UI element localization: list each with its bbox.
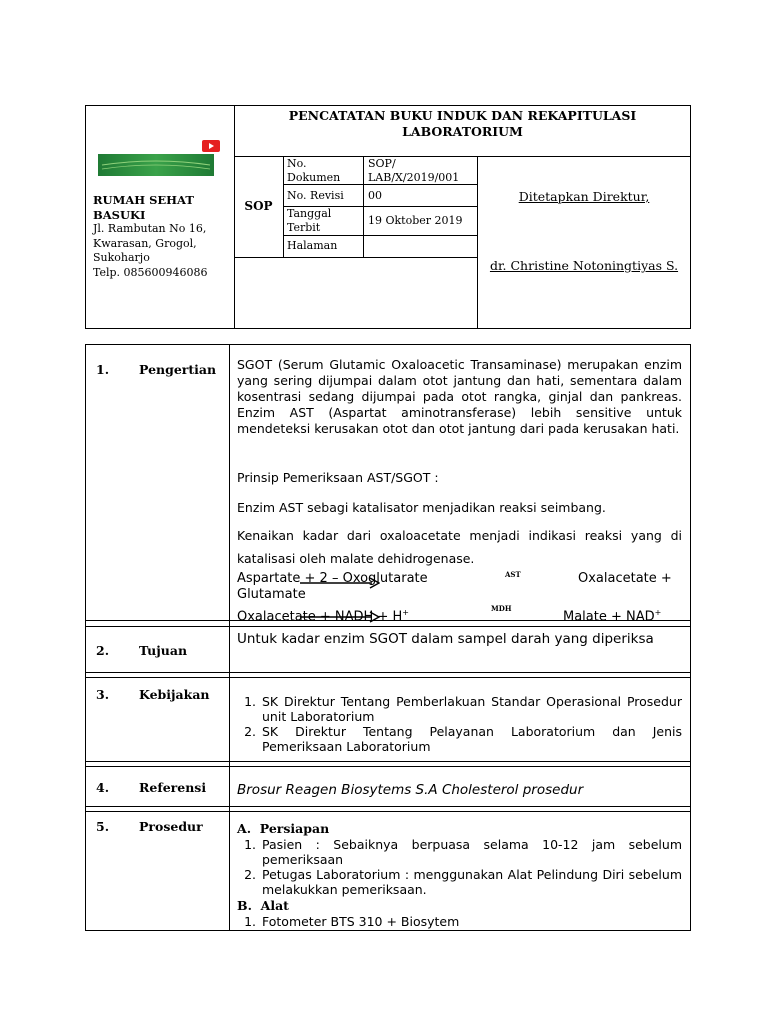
reaction-2-enzyme: MDH [491, 604, 512, 613]
hospital-logo [98, 140, 222, 178]
doc-label-halaman: Halaman [287, 239, 338, 252]
reaction-2-left-text: Oxalacetate + NADH + H [237, 609, 403, 625]
reaction-1-continued: Glutamate [237, 587, 306, 602]
principle-text: Kenaikan kadar dari oxaloacetate menjadi indikasi reaksi yang di katalisasi oleh malate dehidrogenase. [237, 528, 682, 566]
address-line: Telp. 085600946086 [93, 265, 208, 279]
reaction-1-enzyme: AST [505, 570, 521, 579]
section-number: 4. [96, 780, 110, 795]
reaction-1-right: Oxalacetate + [578, 571, 672, 586]
sop-label: SOP [244, 199, 273, 213]
doc-label-no-dokumen: No. Dokumen [287, 157, 341, 184]
doc-label-tanggal-terbit: Tanggal Terbit [287, 207, 332, 234]
org-address [93, 222, 233, 280]
subsection-a-title: Persiapan [259, 821, 330, 836]
doc-value-no-dokumen: SOP/ LAB/X/2019/001 [368, 157, 460, 184]
doc-value-no-revisi: 00 [368, 189, 382, 202]
reaction-2-right [563, 605, 661, 625]
principle-text: Enzim AST sebagi katalisator menjadikan reaksi seimbang. [237, 500, 606, 515]
document-title: PENCATATAN BUKU INDUK DAN REKAPITULASI LABORATORIUM [288, 108, 637, 139]
org-name: RUMAH SEHAT BASUKI [93, 193, 194, 222]
definition-paragraph: SGOT (Serum Glutamic Oxaloacetic Transaminase) merupakan enzim yang sering dijumpai dalam otot jantung dan hati, sementara dalam kosentrasi sedang dijumpai pada otot rangka, ginjal dan pankreas. Enzim AST (Aspartat aminotransferase) lebih sensitive untuk mendeteksi kerusakan otot dan otot jantung dari pada kerusakan hati. [237, 357, 682, 436]
address-line: Jl. Rambutan No 16, [93, 222, 207, 235]
reaction-2-arrow [300, 610, 380, 622]
address-line: Sukoharjo [93, 251, 150, 264]
doc-label-no-revisi: No. Revisi [287, 189, 344, 202]
list-item: 2. Petugas Laboratorium : menggunakan Alat Pelindung Diri sebelum melakukkan pemeriksaan. [260, 867, 682, 897]
section-label-kebijakan: Kebijakan [139, 687, 210, 702]
superscript: + [402, 608, 409, 617]
subsection-b-title: Alat [260, 898, 289, 913]
doc-value-tanggal-terbit: 19 Oktober 2019 [368, 214, 463, 227]
director-name: dr. Christine Notoningtiyas S. [489, 258, 679, 273]
policy-list [232, 694, 682, 754]
list-item: 1. Fotometer BTS 310 + Biosytem [260, 914, 682, 929]
section-number: 3. [96, 687, 110, 702]
equipment-list [232, 914, 682, 929]
superscript: + [654, 608, 662, 617]
list-item: 1. Pasien : Sebaiknya berpuasa selama 10-12 jam sebelum pemeriksaan [260, 837, 682, 867]
purpose-text: Untuk kadar enzim SGOT dalam sampel darah yang diperiksa [237, 631, 654, 647]
section-label-tujuan: Tujuan [139, 643, 188, 658]
reference-text: Brosur Reagen Biosytems S.A Cholesterol prosedur [237, 782, 584, 798]
section-label-prosedur: Prosedur [139, 819, 203, 834]
subsection-a-heading [237, 821, 329, 836]
subsection-b-mark: B. [237, 898, 252, 913]
subsection-a-mark: A. [237, 821, 252, 836]
list-item: 1. SK Direktur Tentang Pemberlakuan Standar Operasional Prosedur unit Laboratorium [260, 694, 682, 724]
reaction-1-left: Aspartate + 2 – Oxoglutarate [237, 571, 428, 586]
section-label-pengertian: Pengertian [139, 362, 217, 377]
preparation-list [232, 837, 682, 897]
reaction-2-right-text: Malate + NAD [563, 609, 655, 625]
list-item: 2. SK Direktur Tentang Pelayanan Laboratorium dan Jenis Pemeriksaan Laboratorium [260, 724, 682, 754]
approved-by: Ditetapkan Direktur, [518, 189, 650, 204]
principle-heading: Prinsip Pemeriksaan AST/SGOT : [237, 470, 439, 485]
section-label-referensi: Referensi [139, 780, 207, 795]
section-number: 1. [96, 362, 110, 377]
subsection-b-heading [237, 898, 289, 913]
section-number: 2. [96, 643, 110, 658]
address-line: Kwarasan, Grogol, [93, 236, 197, 250]
section-number: 5. [96, 819, 110, 834]
reaction-1-arrow [300, 576, 380, 588]
